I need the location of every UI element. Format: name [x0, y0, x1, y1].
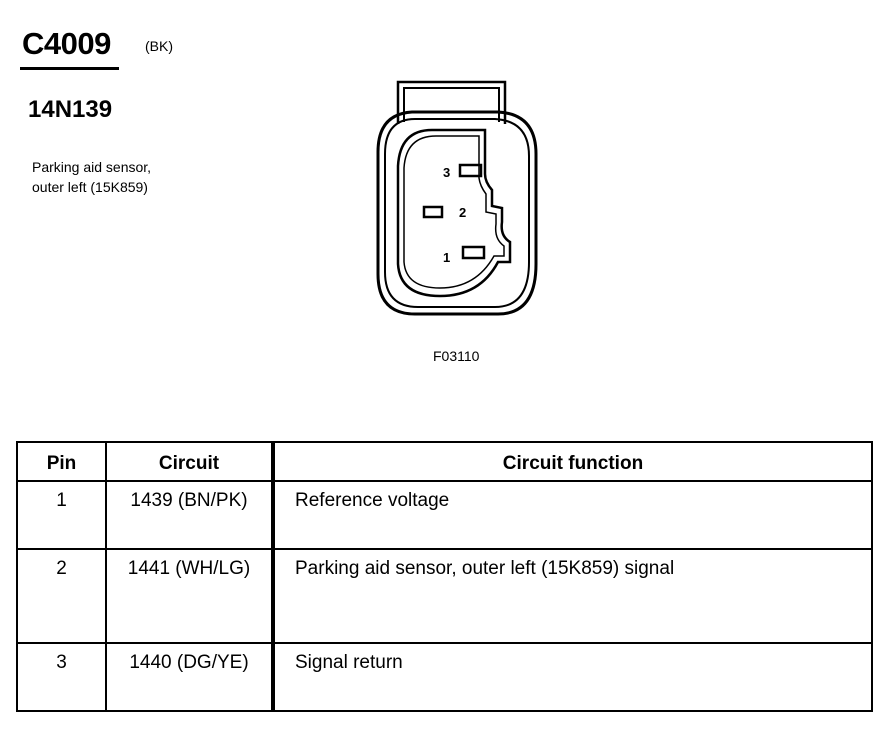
- pin-3-label: 3: [443, 165, 451, 180]
- pinout-table: [16, 441, 873, 712]
- pin-cell: 1: [17, 481, 106, 549]
- pin-2-label: 2: [459, 205, 467, 220]
- pin-2-terminal: [424, 207, 442, 217]
- circuit-cell: 1441 (WH/LG): [106, 549, 273, 643]
- function-cell: Reference voltage: [273, 481, 872, 549]
- function-cell: Signal return: [273, 643, 872, 711]
- connector-shell-middle: [385, 119, 529, 307]
- pin-1-terminal: [463, 247, 484, 258]
- connector-face-diagram: [360, 74, 540, 324]
- connector-title: C4009: [22, 26, 111, 61]
- header-circuit-function: Circuit function: [273, 442, 872, 481]
- figure-code: F03110: [433, 348, 480, 364]
- pin-1-label: 1: [443, 250, 451, 265]
- part-number: 14N139: [28, 96, 113, 123]
- header-circuit: Circuit: [106, 442, 273, 481]
- circuit-cell: 1440 (DG/YE): [106, 643, 273, 711]
- circuit-cell: 1439 (BN/PK): [106, 481, 273, 549]
- connector-description: [32, 157, 151, 197]
- table-row: [17, 481, 872, 549]
- pin-3-terminal: [460, 165, 481, 176]
- table-row: [17, 643, 872, 711]
- function-cell: Parking aid sensor, outer left (15K859) signal: [273, 549, 872, 643]
- header-pin: Pin: [17, 442, 106, 481]
- connector-shell-outer: [378, 112, 536, 314]
- description-line-1: Parking aid sensor,: [32, 159, 152, 175]
- title-underline: [20, 67, 119, 70]
- table-row: [17, 549, 872, 643]
- pin-cell: 3: [17, 643, 106, 711]
- description-line-2: outer left (15K859): [32, 179, 148, 195]
- pin-cell: 2: [17, 549, 106, 643]
- table-header-row: [17, 442, 872, 481]
- color-code: (BK): [145, 38, 173, 54]
